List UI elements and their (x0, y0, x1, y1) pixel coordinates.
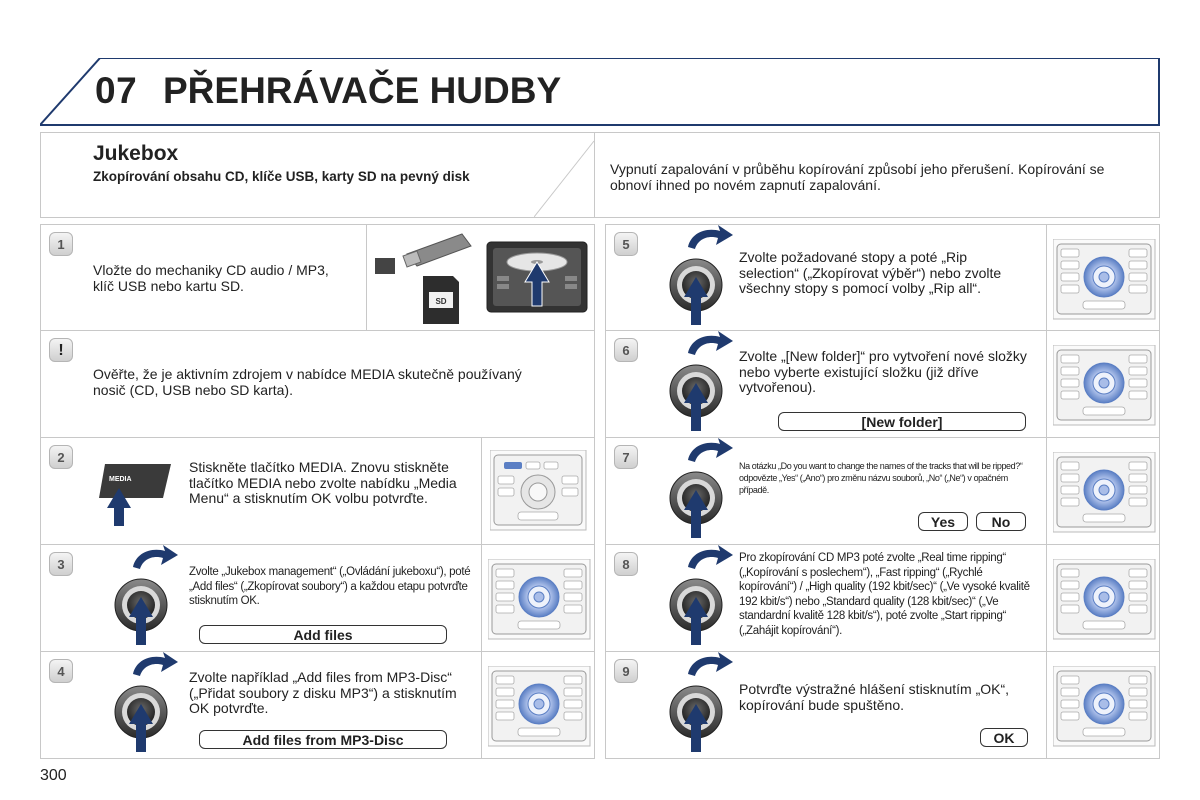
ok-knob-icon (658, 225, 738, 331)
new-folder-button[interactable]: [New folder] (778, 412, 1026, 431)
section-heading: Jukebox (93, 142, 179, 165)
section-subheading: Zkopírování obsahu CD, klíče USB, karty SD na pevný disk (93, 169, 470, 184)
sd-card-icon (423, 276, 459, 324)
corner-fold (534, 131, 594, 217)
step-number: 8 (614, 552, 638, 576)
step-text: Stiskněte tlačítko MEDIA. Znovu stiskněte tlačítko MEDIA nebo zvolte nabídku „Media Menu“ a stisknutím OK volbu potvrďte. (189, 459, 457, 506)
intro-panel (40, 132, 595, 218)
step-number: 6 (614, 338, 638, 362)
ignition-note-panel (595, 132, 1160, 218)
usb-stick-icon (375, 234, 471, 274)
step-number: 5 (614, 232, 638, 256)
step-6-panel (605, 331, 1160, 438)
radio-thumbnail (1046, 545, 1161, 652)
step-text: Vložte do mechaniky CD audio / MP3, klíč USB nebo kartu SD. (93, 262, 329, 294)
warning-icon: ! (49, 338, 73, 362)
step-text: Potvrďte výstražné hlášení stisknutím „OK“, kopírování bude spuštěno. (739, 681, 1010, 713)
step-text: Zvolte například „Add files from MP3-Disc“ („Přidat soubory z disku MP3“) a stisknutím OK potvrďte. (189, 669, 457, 716)
step-3-panel (40, 545, 595, 652)
radio-cd-slot-icon (487, 242, 587, 312)
radio-thumbnail (481, 545, 596, 652)
page-number: 300 (40, 767, 67, 784)
radio-thumbnail (481, 652, 596, 759)
ok-button[interactable]: OK (980, 728, 1028, 747)
step-text: Zvolte „Jukebox management“ („Ovládání jukeboxu“), poté „Add files“ („Zkopírovat soubory“) a každou etapu potvrďte stisknutím OK. (189, 566, 471, 607)
warning-text: Ověřte, že je aktivním zdrojem v nabídce MEDIA skutečně používaný nosič (CD, USB nebo SD karta). (93, 366, 522, 398)
step-number: 7 (614, 445, 638, 469)
step-text: Na otázku „Do you want to change the names of the tracks that will be ripped?“ odpovězte „Yes“ („Ano“) pro změnu názvu souborů, „No“ („Ne“) v opačném případě. (739, 461, 1023, 495)
step-number: 9 (614, 659, 638, 683)
media-illustration (366, 224, 596, 331)
svg-text:MEDIA: MEDIA (109, 476, 132, 483)
step-2-panel (40, 438, 595, 545)
ok-knob-icon (658, 438, 738, 544)
yes-button[interactable]: Yes (918, 512, 968, 531)
radio-thumbnail (1046, 225, 1161, 332)
ok-knob-icon (658, 331, 738, 437)
add-files-from-mp3-disc-button[interactable]: Add files from MP3-Disc (199, 730, 447, 749)
step-number: 4 (49, 659, 73, 683)
chapter-header (40, 58, 1160, 126)
media-key-icon (99, 458, 179, 528)
step-text: Pro zkopírování CD MP3 poté zvolte „Real time ripping“ („Kopírování s poslechem“), „Fast ripping“ („Rychlé kopírování“) / „High quality (192 kbit/sec)“ („Ve vysoké kvalitě 192 kbit/s“) nebo „Standard quality (128 kbit/sec)“ („Ve standardní kvalitě 128 kbit/s“), poté zvolte „Start ripping“ („Zahájit kopírování“). (739, 552, 1030, 637)
step-7-panel (605, 438, 1160, 545)
chapter-number: 07 (95, 70, 138, 111)
radio-thumbnail (1046, 438, 1161, 545)
ok-knob-icon (103, 652, 183, 758)
step-number: 2 (49, 445, 73, 469)
ignition-note: Vypnutí zapalování v průběhu kopírování způsobí jeho přerušení. Kopírování se obnoví ihned po novém zapnutí zapalování. (610, 161, 1105, 193)
step-4-panel (40, 652, 595, 759)
step-text: Zvolte požadované stopy a poté „Rip selection“ („Zkopírovat výběr“) nebo zvolte všechny stopy s pomocí volby „Rip all“. (739, 249, 1002, 296)
radio-thumbnail (1046, 331, 1161, 438)
step-number: 1 (49, 232, 73, 256)
step-8-panel (605, 545, 1160, 652)
radio-thumbnail (1046, 652, 1161, 759)
chapter-title: PŘEHRÁVAČE HUDBY (163, 70, 562, 111)
ok-knob-icon (658, 545, 738, 651)
ok-knob-icon (103, 545, 183, 651)
add-files-button[interactable]: Add files (199, 625, 447, 644)
ok-knob-icon (658, 652, 738, 758)
no-button[interactable]: No (976, 512, 1026, 531)
step-5-panel (605, 224, 1160, 331)
step-number: 3 (49, 552, 73, 576)
warning-panel (40, 331, 595, 438)
step-1-panel (40, 224, 595, 331)
step-text: Zvolte „[New folder]“ pro vytvoření nové složky nebo vyberte existující složku (již dříve vytvořenou). (739, 348, 1027, 395)
svg-text:SD: SD (435, 297, 447, 306)
step-9-panel (605, 652, 1160, 759)
radio-thumbnail (481, 438, 596, 545)
